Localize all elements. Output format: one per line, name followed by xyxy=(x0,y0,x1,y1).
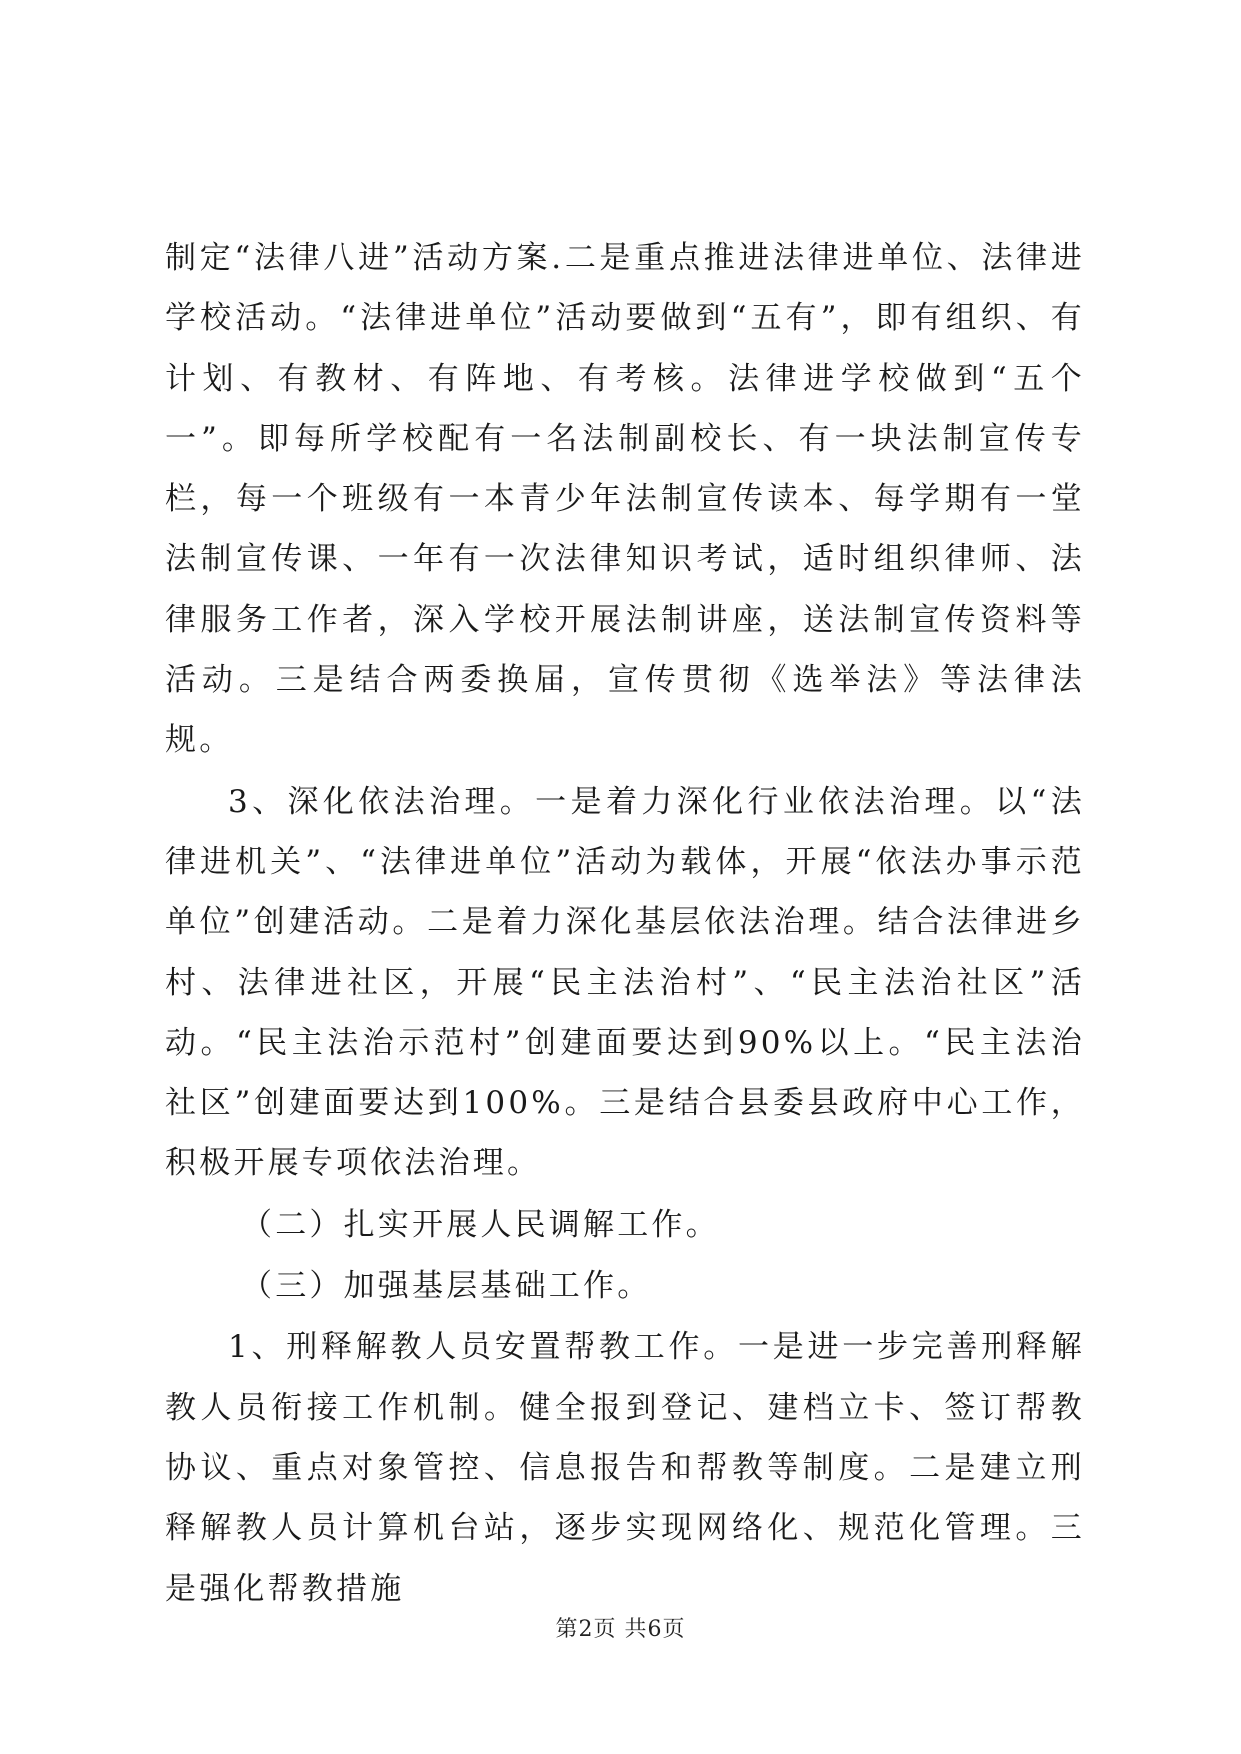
paragraph-deepen-governance: 3、深化依法治理。一是着力深化行业依法治理。以“法律进机关”、“法律进单位”活动为载体，开展“依法办事示范单位”创建活动。二是着力深化基层依法治理。结合法律进乡村、法律进社区，开展“民主法治村”、“民主法治社区”活动。“民主法治示范村”创建面要达到90%以上。“民主法治社区”创建面要达到100%。三是结合县委县政府中心工作，积极开展专项依法治理。 xyxy=(165,783,1085,1182)
section-heading-grassroots: （三）加强基层基础工作。 xyxy=(241,1268,652,1305)
page-number-footer: 第2页 共6页 xyxy=(555,1617,686,1642)
paragraph-law-campaign: 制定“法律八进”活动方案.二是重点推进法律进单位、法律进学校活动。“法律进单位”活动要做到“五有”，即有组织、有计划、有教材、有阵地、有考核。法律进学校做到“五个一”。即每所学校配有一名法制副校长、有一块法制宣传专栏，每一个班级有一本青少年法制宣传读本、每学期有一堂法制宣传课、一年有一次法律知识考试，适时组织律师、法律服务工作者，深入学校开展法制讲座，送法制宣传资料等活动。三是结合两委换届，宣传贯彻《选举法》等法律法规。 xyxy=(165,240,1085,759)
paragraph-resettlement: 1、刑释解教人员安置帮教工作。一是进一步完善刑释解教人员衔接工作机制。健全报到登记、建档立卡、签订帮教协议、重点对象管控、信息报告和帮教等制度。二是建立刑释解教人员计算机台站，逐步实现网络化、规范化管理。三是强化帮教措施 xyxy=(165,1329,1085,1607)
document-body xyxy=(165,228,1085,1620)
section-heading-mediation: （二）扎实开展人民调解工作。 xyxy=(241,1206,720,1243)
